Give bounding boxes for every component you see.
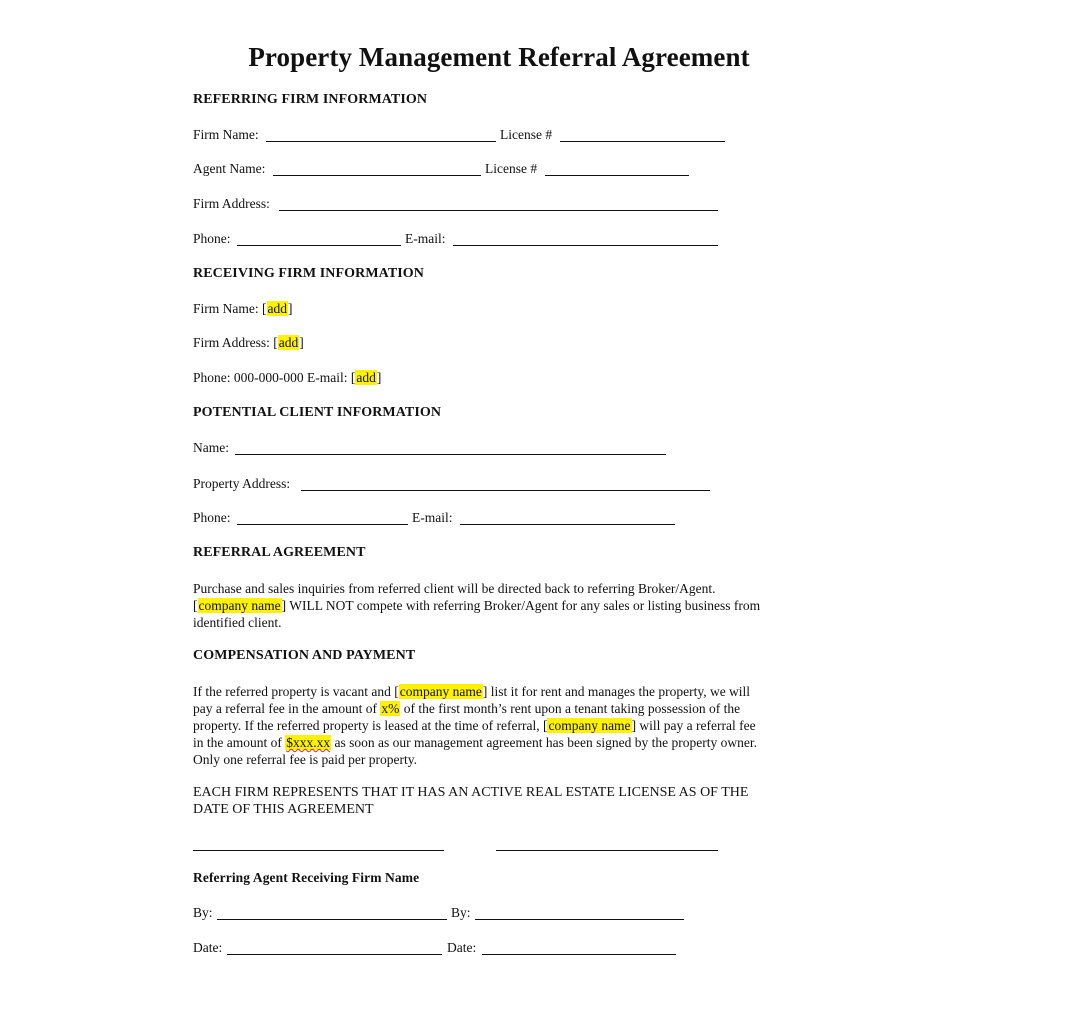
paragraph-line: property. If the referred property is leased at the time of referral, [company name] will pay a referral fee [193,718,756,733]
company-name-placeholder[interactable]: company name [548,718,631,733]
company-name-placeholder[interactable]: company name [198,598,281,613]
referring-date-field[interactable] [227,940,442,955]
client-name-label: Name: [193,440,229,455]
referring-phone-field[interactable] [237,231,401,246]
receiving-firm-signature-line[interactable] [496,850,718,851]
referring-agent-signature-line[interactable] [193,850,444,851]
close-bracket: ] [288,301,293,316]
client-email-label: E-mail: [412,510,453,525]
agent-name-label: Agent Name: [193,161,266,176]
firm-license-field[interactable] [560,127,725,142]
close-bracket: ] [299,335,304,350]
receiving-by-field[interactable] [475,905,684,920]
paragraph-line: Only one referral fee is paid per property. [193,752,418,767]
email-label: E-mail: [405,231,446,246]
company-name-placeholder[interactable]: company name [399,684,482,699]
license-statement [193,784,813,818]
phone-label: Phone: [193,231,231,246]
date-label: Date: [447,940,477,955]
client-phone-label: Phone: [193,510,231,525]
firm-address-field[interactable] [279,196,718,211]
firm-name-field[interactable] [266,127,496,142]
referral-agreement-heading: REFERRAL AGREEMENT [193,545,366,560]
receiving-firm-address-placeholder[interactable]: add [278,335,299,350]
close-bracket: ] [376,370,382,385]
referring-by-field[interactable] [217,905,447,920]
date-label: Date: [193,940,223,955]
receiving-firm-address-label: Firm Address: [ [193,335,278,350]
property-address-field[interactable] [301,476,710,491]
agent-license-label: License # [485,161,538,176]
receiving-email-placeholder[interactable]: add [356,370,376,385]
referral-agreement-paragraph [193,580,813,631]
agent-license-field[interactable] [545,161,689,176]
by-label: By: [193,905,213,920]
property-address-label: Property Address: [193,476,291,491]
client-phone-field[interactable] [237,510,408,525]
paragraph-line: If the referred property is vacant and [company name] list it for rent and manages the property, we will [193,684,751,699]
receiving-firm-heading: RECEIVING FIRM INFORMATION [193,266,425,281]
by-label: By: [451,905,471,920]
paragraph-line: [company name] WILL NOT compete with referring Broker/Agent for any sales or listing business from [193,598,761,613]
compensation-paragraph [193,683,813,768]
receiving-phone-email-text: Phone: 000-000-000 E-mail: [ [193,370,356,385]
referring-email-field[interactable] [453,231,718,246]
firm-address-label: Firm Address: [193,196,270,211]
receiving-firm-name-label: Firm Name: [ [193,301,267,316]
receiving-firm-name-placeholder[interactable]: add [267,301,287,316]
receiving-date-field[interactable] [482,940,676,955]
client-info-heading: POTENTIAL CLIENT INFORMATION [193,405,442,420]
referral-percent-placeholder[interactable]: x% [381,701,400,716]
statement-line: DATE OF THIS AGREEMENT [193,802,374,817]
document-title: Property Management Referral Agreement [248,42,750,72]
paragraph-line: Purchase and sales inquiries from referred client will be directed back to referring Broker/Agent. [193,581,716,596]
client-email-field[interactable] [460,510,675,525]
client-name-field[interactable] [235,440,666,455]
paragraph-line: identified client. [193,615,282,630]
statement-line: EACH FIRM REPRESENTS THAT IT HAS AN ACTIVE REAL ESTATE LICENSE AS OF THE [193,785,749,800]
paragraph-line: pay a referral fee in the amount of x% of the first month’s rent upon a tenant taking possession of the [193,701,741,716]
license-label: License # [500,127,553,142]
agent-name-field[interactable] [273,161,481,176]
paragraph-line: in the amount of $xxx.xx as soon as our management agreement has been signed by the property owner. [193,735,757,750]
compensation-heading: COMPENSATION AND PAYMENT [193,648,416,663]
signature-caption: Referring Agent Receiving Firm Name [193,870,420,885]
referral-amount-placeholder[interactable]: $xxx.xx [286,735,331,750]
referring-firm-heading: REFERRING FIRM INFORMATION [193,92,428,107]
firm-name-label: Firm Name: [193,127,259,142]
